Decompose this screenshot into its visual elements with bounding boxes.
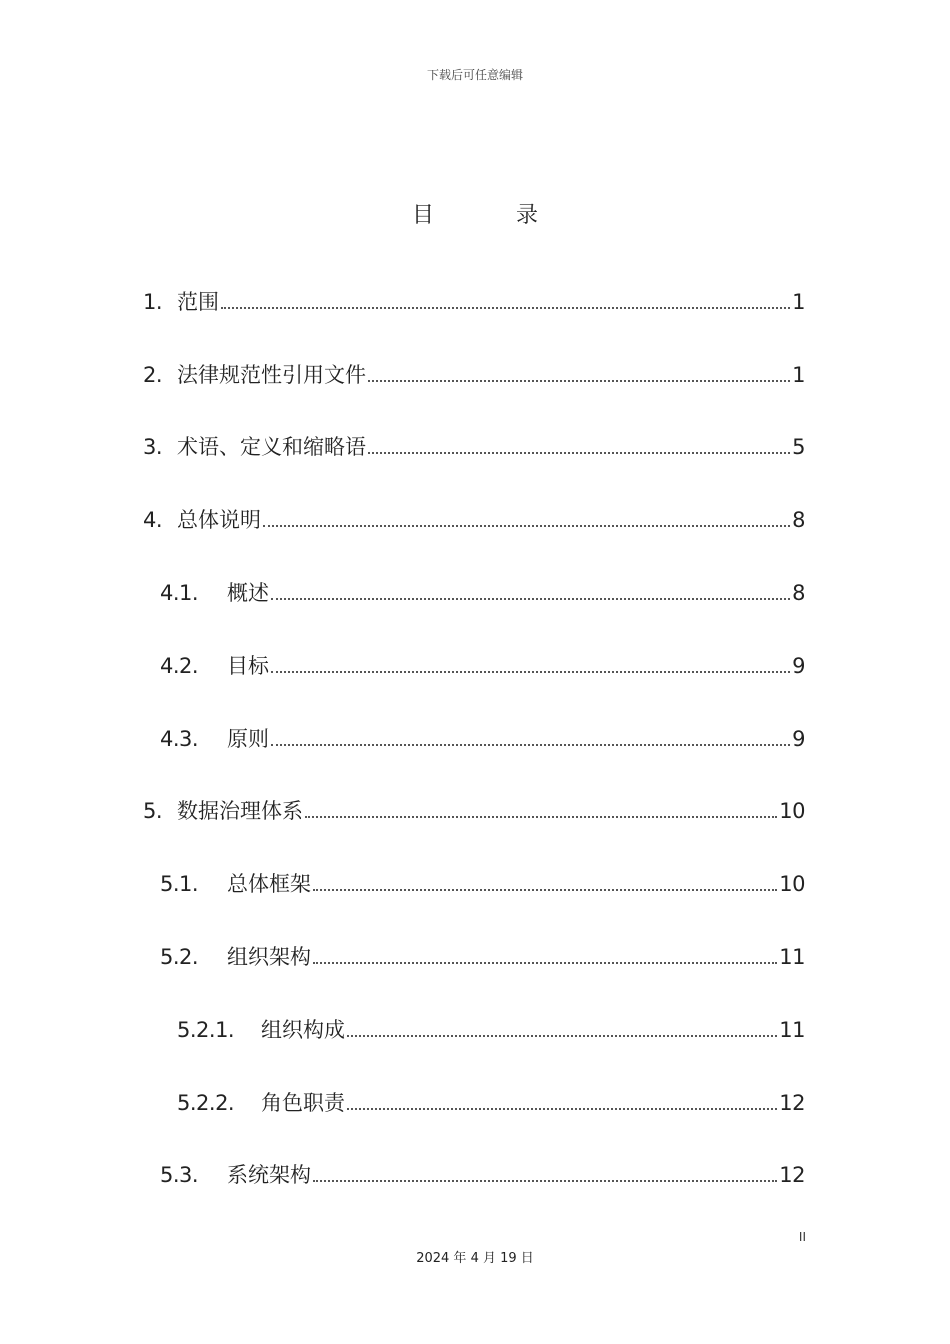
toc-entry-page-number: 1	[792, 362, 805, 387]
toc-entry[interactable]	[0, 630, 950, 703]
toc-dot-leader	[271, 744, 790, 746]
toc-title-left: 目	[411, 203, 434, 228]
footer-date: 2024 年 4 月 19 日	[416, 1251, 534, 1266]
toc-entry[interactable]	[0, 557, 950, 630]
toc-entry-number: 5.	[143, 799, 163, 824]
toc-entry-row	[143, 437, 805, 458]
toc-dot-leader	[263, 525, 790, 527]
toc-entry-page-number: 8	[792, 508, 805, 533]
toc-entry-label: 目标	[227, 653, 269, 678]
toc-entry-row	[143, 362, 805, 387]
toc-entry[interactable]	[0, 921, 950, 994]
toc-entry-number: 4.	[143, 508, 163, 533]
toc-entry-row	[160, 653, 805, 678]
toc-entry-page-number: 9	[792, 726, 805, 751]
toc-entry-number: 1.	[143, 289, 163, 314]
toc-dot-leader	[347, 1035, 777, 1037]
toc-dot-leader	[305, 816, 777, 818]
toc-entry-page-number: 12	[779, 1090, 805, 1115]
toc-entry-label: 术语、定义和缩略语	[177, 435, 366, 460]
toc-entry-label: 概述	[227, 581, 269, 606]
toc-entry-row	[160, 874, 805, 895]
toc-entry-number: 5.2.1.	[177, 1017, 235, 1042]
toc-entry-number: 5.2.2.	[177, 1090, 235, 1115]
toc-entry-label: 总体框架	[227, 872, 311, 897]
toc-dot-leader	[368, 380, 790, 382]
toc-entry-number: 4.2.	[160, 653, 199, 678]
toc-dot-leader	[271, 671, 790, 673]
toc-entry-page-number: 11	[779, 1017, 805, 1042]
toc-entry[interactable]	[0, 703, 950, 776]
toc-entry-number: 3.	[143, 435, 163, 460]
toc-entry[interactable]	[0, 1140, 950, 1213]
toc-entry-row	[160, 1165, 805, 1186]
toc-entry-row	[160, 583, 805, 604]
toc-entry[interactable]	[0, 1067, 950, 1140]
toc-entry-number: 2.	[143, 362, 163, 387]
toc-entry[interactable]	[0, 484, 950, 557]
toc-entry-number: 5.2.	[160, 945, 199, 970]
page-marker: II	[798, 1230, 806, 1244]
toc-entry-page-number: 1	[792, 289, 805, 314]
toc-entry-page-number: 10	[779, 799, 805, 824]
toc-entry-row	[143, 801, 805, 822]
toc-entry-page-number: 10	[779, 872, 805, 897]
toc-dot-leader	[368, 452, 790, 454]
toc-entry-row	[177, 1017, 805, 1042]
toc-dot-leader	[271, 598, 790, 600]
toc-entry-page-number: 12	[779, 1163, 805, 1188]
toc-entry-row	[143, 510, 805, 531]
toc-entry[interactable]	[0, 848, 950, 921]
toc-dot-leader	[313, 1180, 777, 1182]
toc-entry-number: 5.1.	[160, 872, 199, 897]
toc-entry-label: 法律规范性引用文件	[177, 362, 366, 387]
toc-dot-leader	[313, 962, 777, 964]
toc-list	[0, 266, 950, 1212]
toc-entry-label: 总体说明	[177, 508, 261, 533]
toc-entry-number: 5.3.	[160, 1163, 199, 1188]
toc-entry[interactable]	[0, 412, 950, 485]
toc-entry-page-number: 8	[792, 581, 805, 606]
toc-dot-leader	[221, 307, 790, 309]
toc-entry-label: 系统架构	[227, 1163, 311, 1188]
toc-entry-page-number: 11	[779, 945, 805, 970]
toc-entry-page-number: 5	[792, 435, 805, 460]
toc-entry-row	[160, 726, 805, 751]
toc-entry-label: 数据治理体系	[177, 799, 303, 824]
toc-entry-number: 4.1.	[160, 581, 199, 606]
toc-entry[interactable]	[0, 266, 950, 339]
toc-entry-label: 角色职责	[261, 1090, 345, 1115]
toc-entry-row	[143, 289, 805, 314]
toc-entry-label: 范围	[177, 289, 219, 314]
toc-entry-row	[160, 947, 805, 968]
toc-title-right: 录	[516, 203, 539, 228]
toc-entry[interactable]	[0, 776, 950, 849]
toc-entry-row	[177, 1090, 805, 1115]
toc-entry[interactable]	[0, 994, 950, 1067]
toc-dot-leader	[313, 889, 777, 891]
toc-dot-leader	[347, 1108, 777, 1110]
toc-entry-number: 4.3.	[160, 726, 199, 751]
toc-title	[0, 198, 950, 229]
toc-entry-label: 组织构成	[261, 1017, 345, 1042]
toc-entry-label: 组织架构	[227, 945, 311, 970]
toc-entry-label: 原则	[227, 726, 269, 751]
toc-entry[interactable]	[0, 339, 950, 412]
toc-entry-page-number: 9	[792, 653, 805, 678]
header-note: 下载后可任意编辑	[426, 68, 523, 82]
